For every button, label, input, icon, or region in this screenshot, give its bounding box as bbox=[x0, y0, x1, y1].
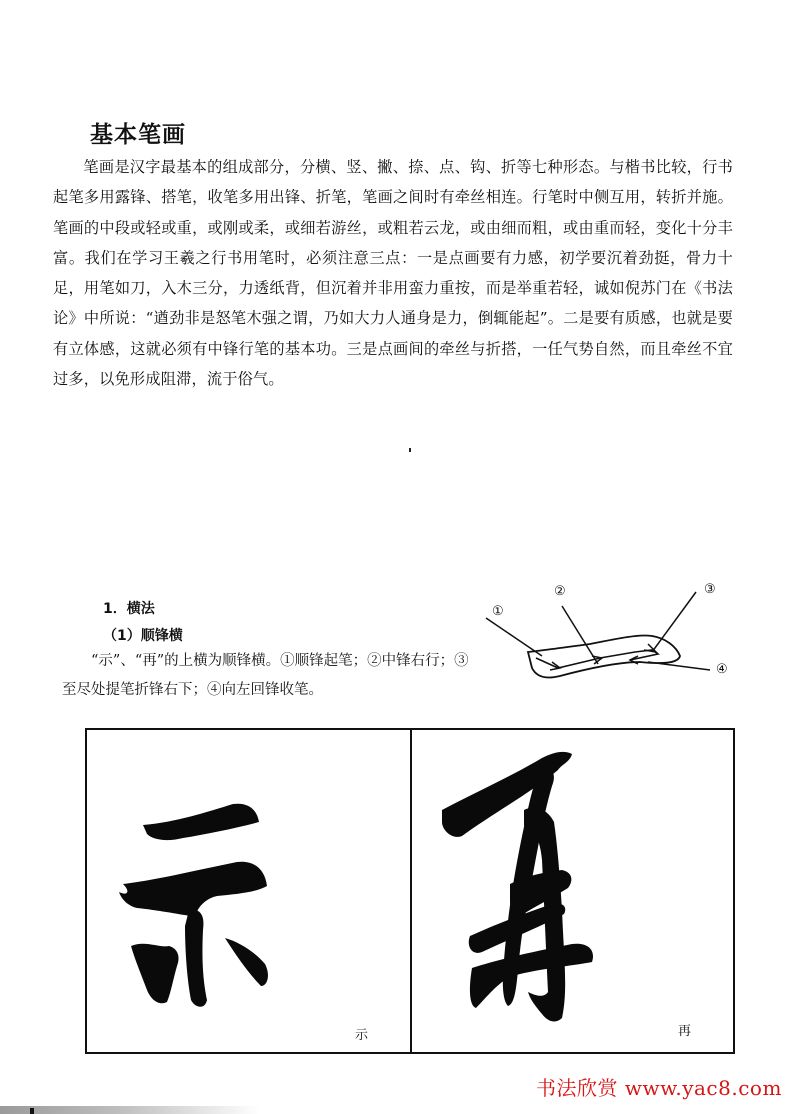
stroke-diagram bbox=[480, 580, 740, 690]
body-paragraph: 笔画是汉字最基本的组成部分，分横、竖、撇、捺、点、钩、折等七种形态。与楷书比较，行书起笔多用露锋、搭笔，收笔多用出锋、折笔，笔画之间时有牵丝相连。行笔时中侧互用，转折并施。笔画的中段或轻或重，或刚或柔，或细若游丝，或粗若云龙，或由细而粗，或由重而轻，变化十分丰富。我们在学习王羲之行书用笔时，必须注意三点：一是点画要有力感，初学要沉着劲挺，骨力十足，用笔如刀，入木三分，力透纸背，但沉着并非用蛮力重按，而是举重若轻，诚如倪苏门在《书法论》中所说：“遒劲非是怒笔木强之谓，乃如大力人通身是力，倒辄能起”。二是要有质感，也就是要有立体感，这就必须有中锋行笔的基本功。三是点画间的牵丝与折搭，一任气势自然，而且牵丝不宜过多，以免形成阻滞，流于俗气。 bbox=[53, 158, 733, 389]
calligraphy-shi-glyph-icon bbox=[87, 730, 410, 1052]
diagram-label-1: ① bbox=[492, 604, 504, 619]
diagram-label-4: ④ bbox=[716, 662, 728, 677]
scan-speck bbox=[409, 448, 411, 452]
section-subtitle: （1）顺锋横 bbox=[103, 628, 183, 644]
character-caption-zai: 再 bbox=[678, 1024, 692, 1039]
page-number-fragment bbox=[30, 1108, 34, 1114]
calligraphy-zai-glyph-icon bbox=[412, 730, 734, 1052]
brush-stroke-outline-icon bbox=[480, 580, 740, 690]
watermark-link[interactable]: 书法欣赏 www.yac8.com bbox=[536, 1076, 782, 1100]
character-caption-shi: 示 bbox=[355, 1028, 369, 1043]
character-panel-zai bbox=[412, 730, 734, 1052]
section-title: 1．横法 bbox=[103, 601, 155, 617]
section-description: “示”、“再”的上横为顺锋横。①顺锋起笔；②中锋右行；③至尽处提笔折锋右下；④向左回锋收笔。 bbox=[62, 653, 469, 698]
page-title: 基本笔画 bbox=[90, 122, 186, 148]
character-panel-shi bbox=[87, 730, 410, 1052]
page-edge-shadow bbox=[0, 1106, 260, 1114]
diagram-label-3: ③ bbox=[704, 582, 716, 597]
diagram-label-2: ② bbox=[554, 584, 566, 599]
